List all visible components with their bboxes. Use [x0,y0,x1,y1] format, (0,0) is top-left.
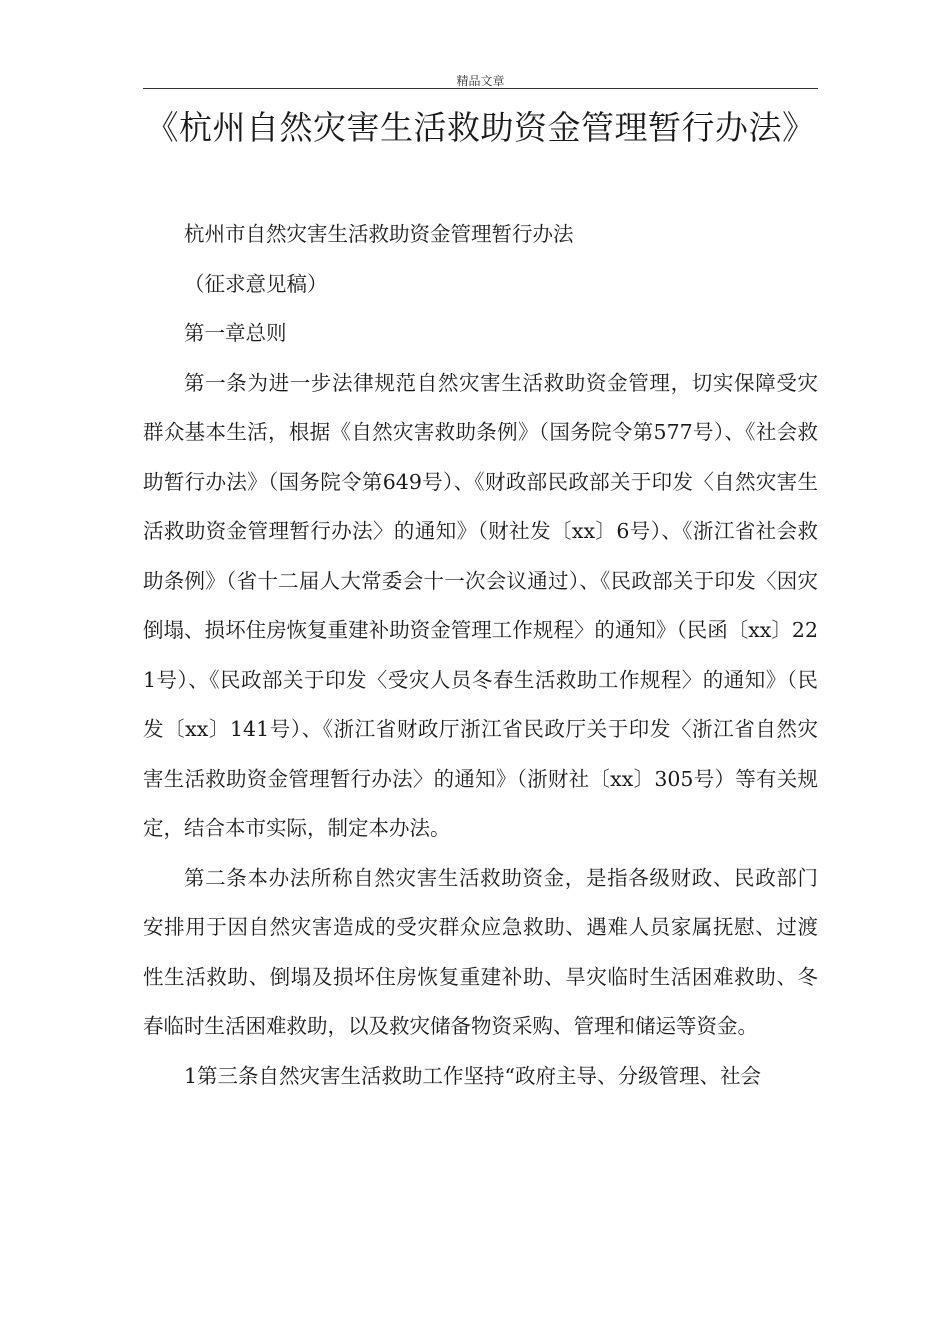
draft-note-paragraph: （征求意见稿） [184,271,328,296]
document-body [143,210,818,1101]
article-three-paragraph: 1第三条自然灾害生活救助工作坚持“政府主导、分级管理、社会 [184,1063,762,1088]
article-one-paragraph: 第一条为进一步法律规范自然灾害生活救助资金管理，切实保障受灾群众基本生活，根据《自然灾害救助条例》（国务院令第577号）、《社会救助暂行办法》（国务院令第649号）、《财政部民政部关于印发〈自然灾害生活救助资金管理暂行办法〉的通知》（财社发〔xx〕6号）、《浙江省社会救助条例》（省十二届人大常委会十一次会议通过）、《民政部关于印发〈因灾倒塌、损坏住房恢复重建补助资金管理工作规程〉的通知》（民函〔xx〕221号）、《民政部关于印发〈受灾人员冬春生活救助工作规程〉的通知》（民发〔xx〕141号）、《浙江省财政厅浙江省民政厅关于印发〈浙江省自然灾害生活救助资金管理暂行办法〉的通知》（浙财社〔xx〕305号）等有关规定，结合本市实际，制定本办法。 [143,370,818,840]
document-title: 《杭州自然灾害生活救助资金管理暂行办法》 [145,108,816,147]
article-two-paragraph: 第二条本办法所称自然灾害生活救助资金，是指各级财政、民政部门安排用于因自然灾害造成的受灾群众应急救助、遇难人员家属抚慰、过渡性生活救助、倒塌及损坏住房恢复重建补助、旱灾临时生活困难救助、冬春临时生活困难救助，以及救灾储备物资采购、管理和储运等资金。 [143,865,818,1038]
chapter-heading: 第一章总则 [184,321,287,345]
page-header: 精品文章 [456,74,505,88]
header-divider [143,88,818,89]
subtitle-paragraph: 杭州市自然灾害生活救助资金管理暂行办法 [184,222,574,246]
